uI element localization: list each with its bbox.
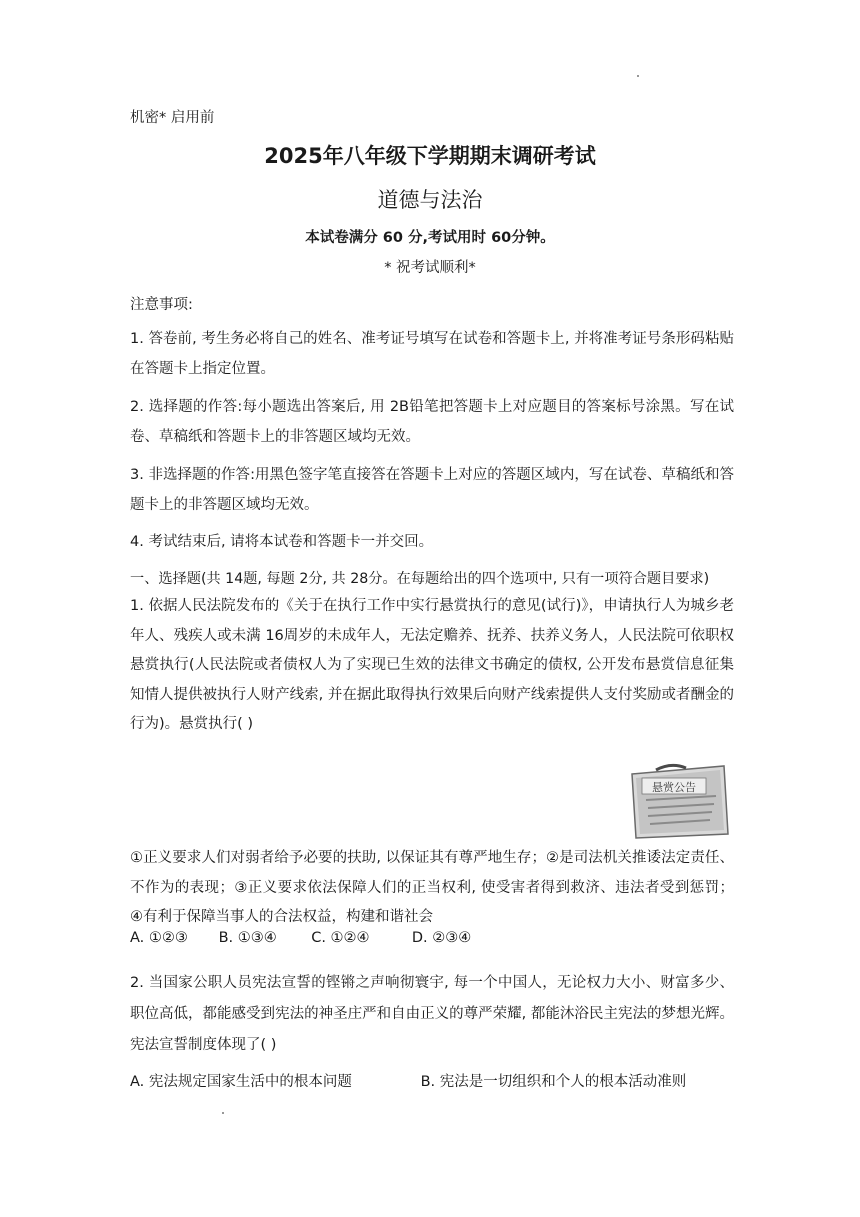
exam-info: 本试卷满分 60 分,考试用时 60分钟。 [305, 230, 555, 246]
option-b[interactable]: B. 宪法是一切组织和个人的根本活动准则 [420, 1074, 687, 1090]
option-d[interactable]: D. ②③④ [411, 930, 472, 946]
option-b[interactable]: B. ①③④ [218, 930, 277, 946]
question-1-options [130, 930, 471, 946]
note-item-1: 1. 答卷前, 考生务必将自己的姓名、准考证号填写在试卷和答题卡上, 并将准考证号条形码粘贴在答题卡上指定位置。 [130, 331, 734, 377]
page-speck-top [637, 75, 639, 77]
question-2-options [130, 1070, 686, 1091]
question-1-stem: 1. 依据人民法院发布的《关于在执行工作中实行悬赏执行的意见(试行)》，申请执行人为城乡老年人、残疾人或未满 16周岁的未成年人，无法定赡养、抚养、扶养义务人，人民法院可依职权悬赏执行(人民法院或者债权人为了实现已生效的法律文书确定的债权, 公开发布悬赏信息征集知情人提供被执行人财产线索, 并在据此取得执行效果后向财产线索提供人支付奖励或者酬金的行为)。悬赏执行( ) [130, 598, 734, 732]
wish-text: * 祝考试顺利* [384, 260, 476, 276]
subject-title: 道德与法治 [377, 188, 483, 212]
confidential-label: 机密* 启用前 [130, 110, 215, 126]
question-1-statements: ①正义要求人们对弱者给予必要的扶助, 以保证其有尊严地生存；②是司法机关推诿法定责任、不作为的表现；③正义要求依法保障人们的正当权利, 使受害者得到救济、违法者受到惩罚； ④有利于保障当事人的合法权益，构建和谐社会 [130, 850, 734, 925]
section1-heading: 一、选择题(共 14题, 每题 2分, 共 28分。在每题给出的四个选项中, 只有一项符合题目要求) [130, 571, 710, 587]
option-a[interactable]: A. ①②③ [130, 930, 188, 946]
option-c[interactable]: C. ①②④ [311, 930, 370, 946]
note-item-3: 3. 非选择题的作答:用黑色签字笔直接答在答题卡上对应的答题区域内，写在试卷、草稿纸和答题卡上的非答题区域均无效。 [130, 467, 734, 513]
page-speck-bottom [222, 1112, 224, 1114]
question-2-stem: 2. 当国家公职人员宪法宣誓的铿锵之声响彻寰宇, 每一个中国人，无论权力大小、财富多少、职位高低，都能感受到宪法的神圣庄严和自由正义的尊严荣耀, 都能沐浴民主宪法的梦想光辉。宪法宣誓制度体现了( ) [130, 975, 734, 1053]
option-a[interactable]: A. 宪法规定国家生活中的根本问题 [130, 1074, 352, 1090]
reward-notice-image [626, 760, 730, 840]
note-item-2: 2. 选择题的作答:每小题选出答案后, 用 2B铅笔把答题卡上对应题目的答案标号涂黑。写在试卷、草稿纸和答题卡上的非答题区域均无效。 [130, 399, 734, 445]
notes-heading: 注意事项: [130, 297, 193, 313]
note-item-4: 4. 考试结束后, 请将本试卷和答题卡一并交回。 [130, 534, 434, 550]
exam-title: 2025年八年级下学期期末调研考试 [264, 144, 596, 168]
reward-notice-label: 悬赏公告 [652, 781, 696, 794]
